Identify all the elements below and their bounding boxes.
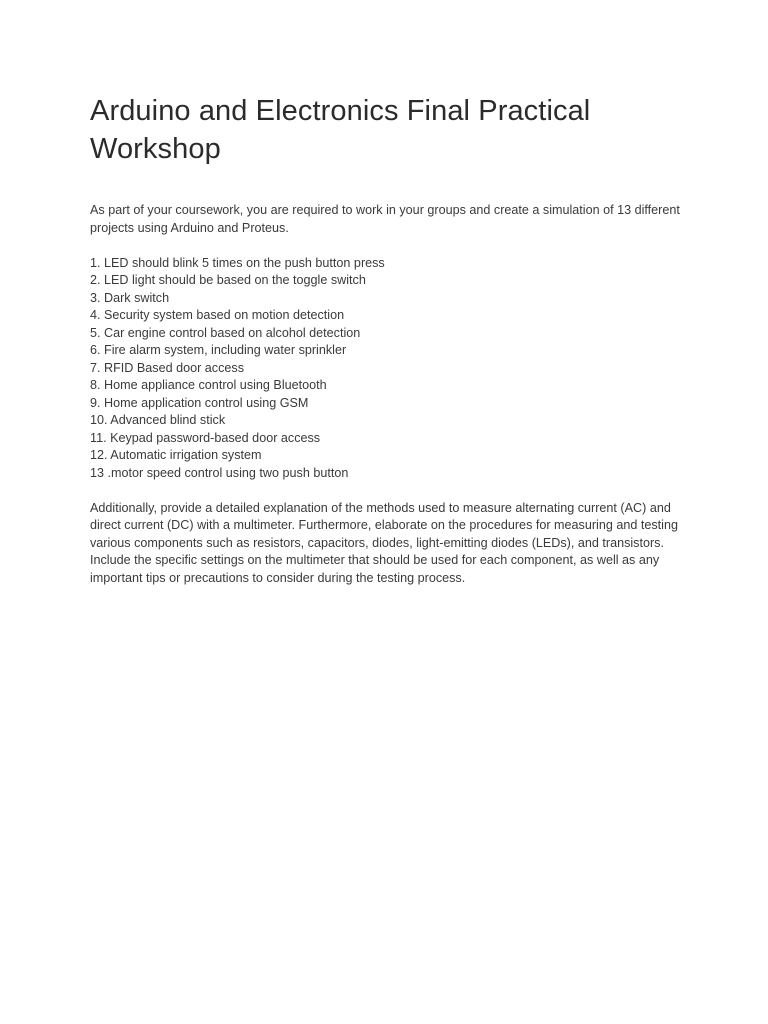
list-item: 5. Car engine control based on alcohol detection (90, 325, 361, 340)
list-item: 8. Home appliance control using Bluetooth (90, 378, 327, 392)
list-item: 13 .motor speed control using two push button (90, 465, 349, 480)
project-list (90, 255, 680, 483)
list-item: 2. LED light should be based on the toggle switch (90, 273, 366, 287)
list-item: 4. Security system based on motion detection (90, 308, 345, 322)
additional-paragraph: Additionally, provide a detailed explanation of the methods used to measure alternating current (AC) and direct current (DC) with a multimeter. Furthermore, elaborate on the procedures for measuring and testing various components such as resistors, capacitors, diodes, light-emitting diodes (LEDs), and transistors. Include the specific settings on the multimeter that should be used for each component, as well as any important tips or precautions to consider during the testing process. (90, 500, 678, 585)
list-item: 12. Automatic irrigation system (90, 448, 262, 462)
list-item: 9. Home application control using GSM (90, 395, 309, 410)
document-title: Arduino and Electronics Final Practical Workshop (90, 95, 591, 165)
list-item: 1. LED should blink 5 times on the push button press (90, 255, 385, 270)
list-item: 7. RFID Based door access (90, 360, 244, 375)
document-page (90, 92, 680, 605)
list-item: 11. Keypad password-based door access (90, 430, 321, 445)
list-item: 10. Advanced blind stick (90, 413, 226, 427)
list-item: 3. Dark switch (90, 290, 170, 305)
list-item: 6. Fire alarm system, including water sprinkler (90, 343, 347, 357)
intro-paragraph: As part of your coursework, you are required to work in your groups and create a simulation of 13 different projects using Arduino and Proteus. (90, 203, 680, 235)
